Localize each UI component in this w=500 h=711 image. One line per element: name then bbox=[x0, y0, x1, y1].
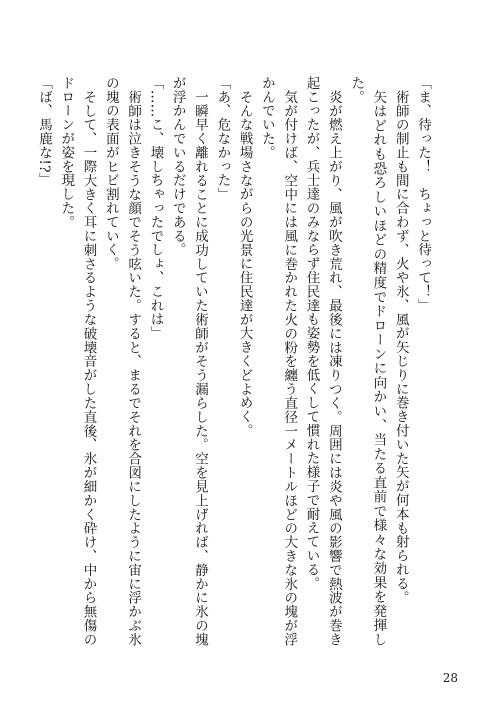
body-text bbox=[33, 76, 434, 646]
paragraph: 気が付けば、空中には風に巻かれた火の粉を纏う直径一メートルほどの大きな氷の塊が浮かんでいた。 bbox=[258, 76, 298, 646]
paragraph: 矢はどれも恐ろしいほどの精度でドローンに向かい、当たる直前で様々な効果を発揮した。 bbox=[348, 76, 387, 646]
paragraph: 炎が燃え上がり、風が吹き荒れ、最後には凍りつく。周囲には炎や風の影響で熱波が巻き起こったが、兵士達のみならず住民達も姿勢を低くして慣れた様子で耐えている。 bbox=[303, 76, 342, 646]
paragraph: そんな戦場さながらの光景に住民達が大きくどよめく。 bbox=[236, 89, 253, 437]
paragraph: 術師の制止も間に合わず、火や氷、風が矢じりに巻き付いた矢が何本も射られる。 bbox=[392, 89, 409, 604]
dialogue-line: 「あ、危なかった」 bbox=[214, 76, 231, 202]
page-number: 28 bbox=[442, 671, 458, 685]
paragraph: 一瞬早く離れることに成功していた術師がそう漏らした。空を見上げれば、静かに氷の塊が浮かんでいるだけである。 bbox=[169, 76, 209, 646]
paragraph: 術師は泣きそうな顔でそう呟いた。すると、まるでそれを合図にしたように宙に浮かぶ氷の塊の表面がヒビ割れていく。 bbox=[102, 76, 142, 646]
dialogue-line: 「……こ、壊しちゃったでしょ、これは」 bbox=[147, 76, 164, 341]
dialogue-line: 「ま、待った！ ちょっと待って！」 bbox=[415, 76, 431, 313]
paragraph: そして、一際大きく耳に刺さるような破壊音がした直後、氷が細かく砕け、中から無傷のドローンが姿を現した。 bbox=[58, 76, 97, 646]
dialogue-line: 「ば、馬鹿な!?」 bbox=[35, 76, 52, 187]
